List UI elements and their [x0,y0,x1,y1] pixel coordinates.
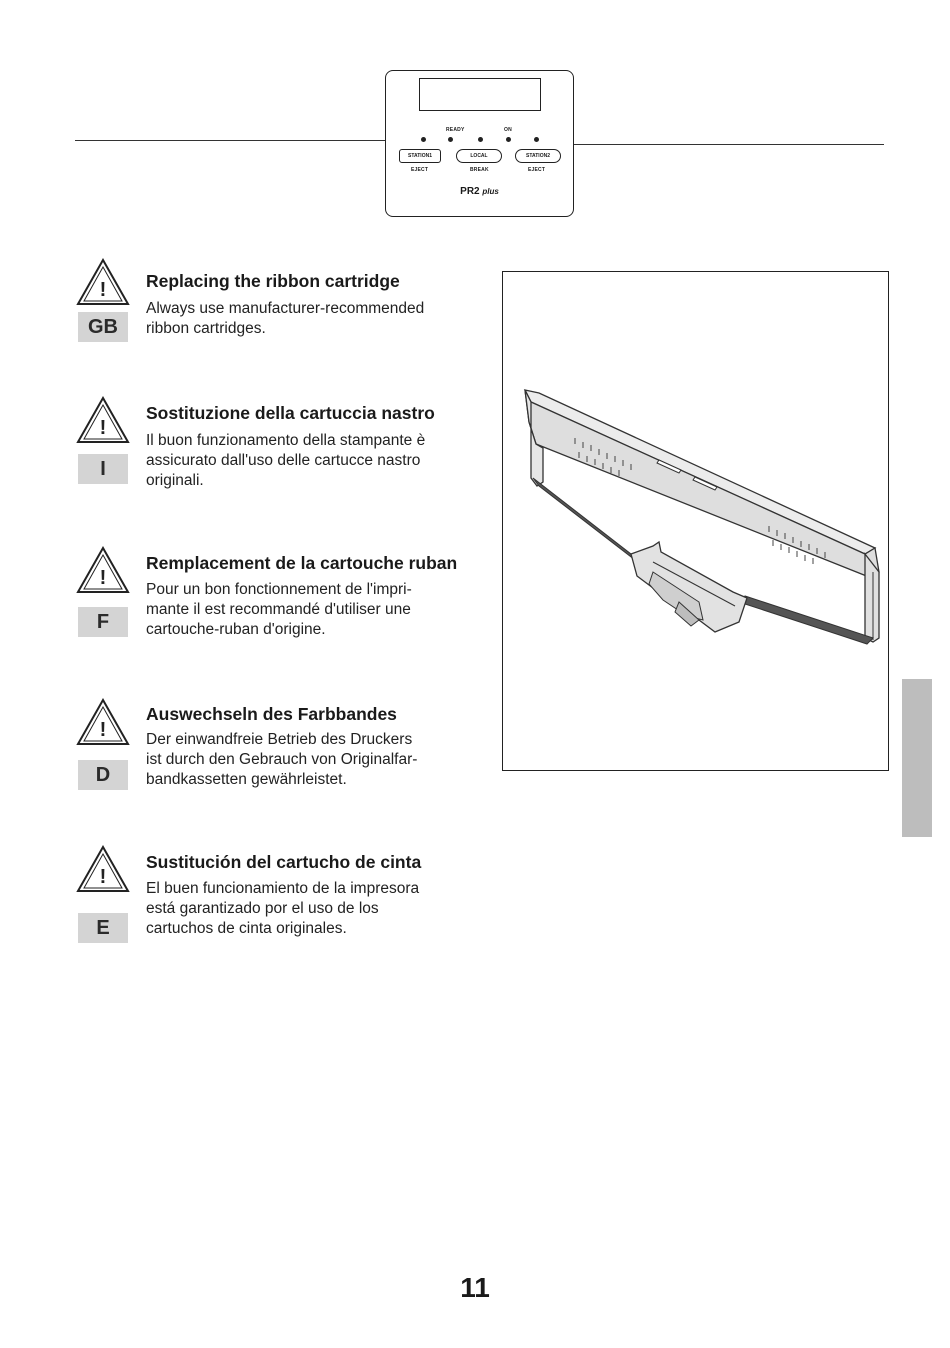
body-line: Der einwandfreie Betrieb des Druckers [146,731,413,748]
body-line: ist durch den Gebrauch von Originalfar- [146,751,418,768]
language-code-f: F [78,607,128,637]
led-ready [448,137,453,142]
led-1 [421,137,426,142]
body-line: originali. [146,472,204,489]
ribbon-cartridge-figure [502,271,889,771]
section-body [146,431,425,491]
body-line: cartouche-ruban d'origine. [146,621,326,638]
warning-triangle-icon [76,396,130,444]
body-line: mante il est recommandé d'utiliser une [146,601,411,618]
ribbon-cartridge-illustration [503,272,888,770]
section-heading: Replacing the ribbon cartridge [146,271,400,291]
section-body [146,730,417,790]
body-line: cartuchos de cinta originales. [146,920,347,937]
body-line: está garantizado por el uso de los [146,900,379,917]
section-heading: Auswechseln des Farbbandes [146,704,397,724]
side-thumb-tab [902,679,932,837]
led-3 [478,137,483,142]
lcd-display [419,78,541,111]
led-5 [534,137,539,142]
ready-label: READY [446,127,465,133]
warning-triangle-icon [76,698,130,746]
body-line: El buen funcionamiento de la impresora [146,880,420,897]
svg-text:!: ! [99,719,107,741]
header-rule-left [75,140,385,141]
language-code-e: E [78,913,128,943]
section-body [146,299,424,339]
printer-control-panel [385,70,574,217]
svg-text:!: ! [99,279,107,301]
body-line: Pour un bon fonctionnement de l'impri- [146,581,412,598]
eject-left-label: EJECT [411,167,429,173]
eject-right-label: EJECT [528,167,546,173]
warning-triangle-icon [76,258,130,306]
station1-button: STATION1 [399,149,441,163]
model-label [386,186,573,197]
section-heading: Remplacement de la cartouche ruban [146,553,458,573]
svg-text:!: ! [99,417,107,439]
model-suffix: plus [482,187,499,196]
language-code-gb: GB [78,312,128,342]
page-number: 11 [460,1272,490,1303]
body-line: Il buon funzionamento della stampante è [146,432,426,449]
body-line: bandkassetten gewährleistet. [146,771,347,788]
section-heading: Sostituzione della cartuccia nastro [146,403,435,423]
svg-text:!: ! [99,866,107,888]
body-line: assicurato dall'uso delle cartucce nastro [146,452,421,469]
language-code-d: D [78,760,128,790]
section-heading: Sustitución del cartucho de cinta [146,852,422,872]
body-line: Always use manufacturer-recommended [146,300,425,317]
warning-triangle-icon [76,845,130,893]
section-body [146,580,412,640]
break-label: BREAK [470,167,489,173]
section-body [146,879,419,939]
local-button: LOCAL [456,149,502,163]
led-on [506,137,511,142]
svg-text:!: ! [99,567,107,589]
warning-triangle-icon [76,546,130,594]
on-label: ON [504,127,512,133]
language-code-i: I [78,454,128,484]
body-line: ribbon cartridges. [146,320,266,337]
model-name: PR2 [460,186,480,197]
header-rule-right [572,144,884,145]
station2-button: STATION2 [515,149,561,163]
